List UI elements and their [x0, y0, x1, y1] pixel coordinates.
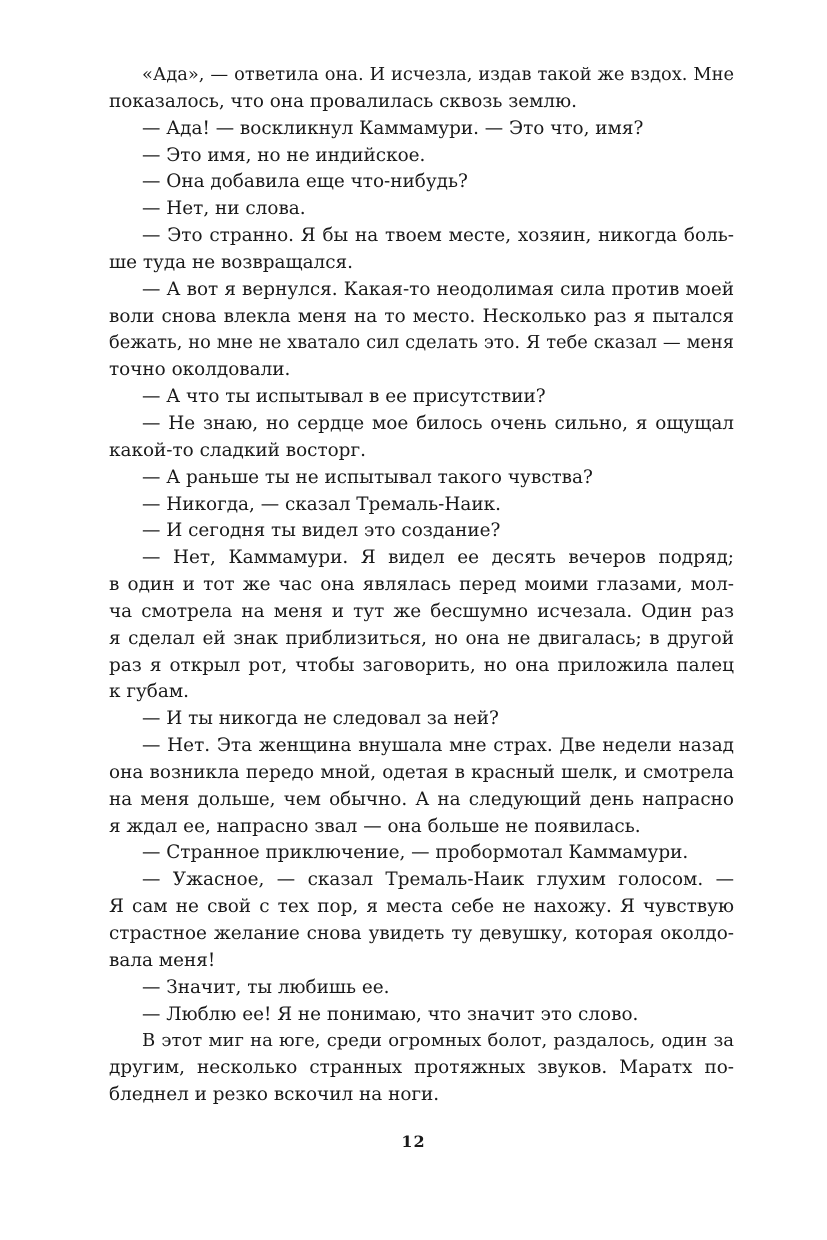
text-line: — А раньше ты не испытывал такого чувства?	[142, 466, 593, 488]
text-line: — Ада! — воскликнул Каммамури. — Это что, имя?	[142, 117, 644, 139]
text-line: в один и тот же час она являлась перед моими глазами, мол-	[109, 574, 734, 596]
text-line: другим, несколько странных протяжных звуков. Маратх по-	[109, 1057, 734, 1079]
text-line: — Не знаю, но сердце мое билось очень сильно, я ощущал	[142, 412, 734, 434]
text-line: к губам.	[109, 681, 189, 703]
text-line: раз я открыл рот, чтобы заговорить, но она приложила палец	[109, 654, 734, 676]
text-line: она возникла передо мной, одетая в красный шелк, и смотрела	[109, 761, 734, 783]
text-line: — Она добавила еще что-нибудь?	[142, 171, 468, 193]
text-line: Я сам не свой с тех пор, я места себе не нахожу. Я чувствую	[109, 896, 734, 918]
text-line: — Странное приключение, — пробормотал Каммамури.	[142, 842, 689, 864]
text-line: — Нет. Эта женщина внушала мне страх. Две недели назад	[142, 735, 734, 757]
text-line: вала меня!	[109, 949, 216, 971]
text-line: ше туда не возвращался.	[109, 251, 353, 273]
text-line: бледнел и резко вскочил на ноги.	[109, 1084, 440, 1106]
text-line: «Ада», — ответила она. И исчезла, издав такой же вздох. Мне	[142, 64, 734, 85]
text-line: — Это странно. Я бы на твоем месте, хозяин, никогда боль-	[142, 225, 734, 247]
text-line: бежать, но мне не хватало сил сделать это. Я тебе сказал — меня	[109, 332, 734, 354]
text-line: точно околдовали.	[109, 359, 291, 381]
text-line: — И сегодня ты видел это создание?	[142, 520, 501, 542]
text-line: — Нет, ни слова.	[142, 198, 306, 220]
text-line: — Никогда, — сказал Тремаль-Наик.	[142, 493, 501, 515]
text-line: — Люблю ее! Я не понимаю, что значит это слово.	[142, 1003, 639, 1025]
text-line: — Ужасное, — сказал Тремаль-Наик глухим голосом. —	[142, 869, 734, 891]
body-text	[109, 62, 734, 1109]
page-number: 12	[401, 1132, 426, 1151]
text-line: — А что ты испытывал в ее присутствии?	[142, 386, 546, 408]
text-line: я сделал ей знак приблизиться, но она не двигалась; в другой	[109, 627, 734, 649]
text-line: В этот миг на юге, среди огромных болот, раздалось, один за	[142, 1030, 734, 1052]
text-line: страстное желание снова увидеть ту девушку, которая околдо-	[109, 923, 734, 944]
text-line: — Это имя, но не индийское.	[142, 144, 426, 166]
text-line: — Нет, Каммамури. Я видел ее десять вечеров подряд;	[142, 547, 734, 569]
text-line: воли снова влекла меня на то место. Несколько раз я пытался	[109, 305, 734, 327]
text-line: какой-то сладкий восторг.	[109, 439, 366, 461]
text-line: я ждал ее, напрасно звал — она больше не появилась.	[109, 815, 641, 837]
text-line: ча смотрела на меня и тут же бесшумно исчезала. Один раз	[109, 600, 734, 622]
text-line: — А вот я вернулся. Какая-то неодолимая сила против моей	[142, 278, 734, 300]
text-line: — Значит, ты любишь ее.	[142, 976, 390, 998]
text-line: показалось, что она провалилась сквозь землю.	[109, 90, 577, 112]
text-line: на меня дольше, чем обычно. А на следующий день напрасно	[109, 788, 734, 810]
text-line: — И ты никогда не следовал за ней?	[142, 708, 499, 730]
